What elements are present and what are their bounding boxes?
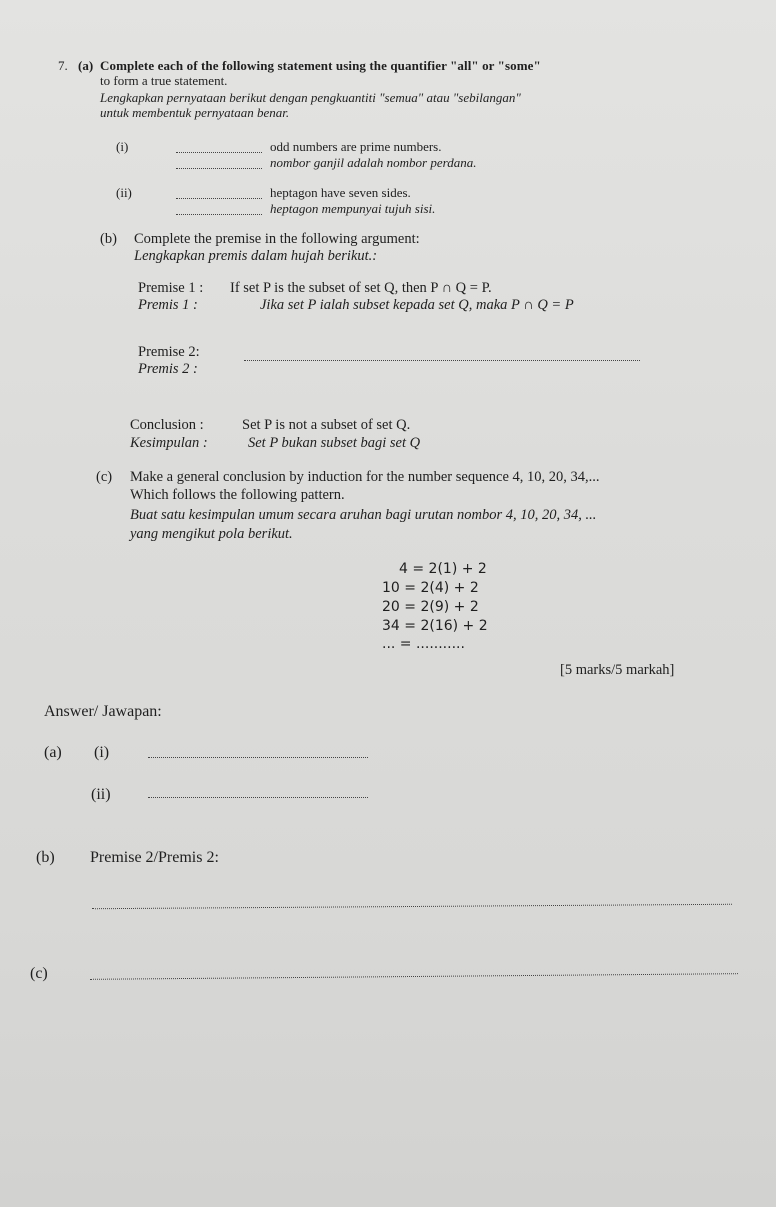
answer-b-label: (b)	[36, 849, 55, 866]
conclusion-text-en: Set P is not a subset of set Q.	[242, 417, 411, 433]
answer-a-ii-label: (ii)	[91, 786, 111, 803]
premise-1-text-en: If set P is the subset of set Q, then P ∩ Q = P.	[230, 280, 492, 296]
part-a-instruction-en-2: to form a true statement.	[100, 73, 228, 88]
answer-a-i-line	[148, 757, 368, 758]
answer-heading: Answer/ Jawapan:	[44, 703, 162, 720]
premise-1-label-en: Premise 1 :	[138, 280, 204, 296]
premise-2-blank	[244, 360, 640, 361]
pattern-equation-4: 34 = 2(16) + 2	[382, 618, 488, 634]
part-c-label: (c)	[96, 469, 113, 485]
part-c-instruction-ms-2: yang mengikut pola berikut.	[130, 526, 293, 542]
part-a-ii-blank-ms	[176, 214, 262, 215]
pattern-equation-3: 20 = 2(9) + 2	[382, 599, 479, 615]
pattern-equation-5: ... = ...........	[382, 636, 465, 652]
question-number: 7.	[58, 58, 68, 73]
conclusion-label-ms: Kesimpulan :	[130, 435, 208, 451]
part-a-instruction-ms-1: Lengkapkan pernyataan berikut dengan pengkuantiti "semua" atau "sebilangan"	[100, 90, 521, 105]
part-c-instruction-en-1: Make a general conclusion by induction for the number sequence 4, 10, 20, 34,...	[130, 469, 600, 485]
part-b-label: (b)	[100, 231, 117, 247]
part-a-ii-statement-en: heptagon have seven sides.	[270, 185, 411, 200]
answer-a-i-label: (i)	[94, 744, 110, 761]
conclusion-label-en: Conclusion :	[130, 417, 204, 433]
part-a-i-statement-en: odd numbers are prime numbers.	[270, 139, 442, 154]
part-a-ii-statement-ms: heptagon mempunyai tujuh sisi.	[270, 201, 436, 216]
part-c-instruction-en-2: Which follows the following pattern.	[130, 487, 345, 503]
conclusion-text-ms: Set P bukan subset bagi set Q	[248, 435, 421, 451]
premise-2-label-ms: Premis 2 :	[138, 361, 198, 377]
pattern-equation-2: 10 = 2(4) + 2	[382, 580, 479, 596]
answer-c-line	[90, 973, 738, 980]
answer-b-line	[92, 904, 732, 909]
part-a-ii-blank	[176, 198, 262, 199]
part-a-i-blank	[176, 152, 262, 153]
part-c-instruction-ms-1: Buat satu kesimpulan umum secara aruhan bagi urutan nombor 4, 10, 20, 34, ...	[130, 507, 597, 523]
part-a-i-label: (i)	[116, 139, 129, 154]
part-a-label: (a)	[78, 58, 94, 73]
part-a-instruction-ms-2: untuk membentuk pernyataan benar.	[100, 105, 290, 120]
premise-1-text-ms: Jika set P ialah subset kepada set Q, maka P ∩ Q = P	[260, 297, 574, 313]
answer-a-label: (a)	[44, 744, 62, 761]
part-a-instruction-en-1: Complete each of the following statement using the quantifier "all" or "some"	[100, 58, 541, 73]
answer-c-label: (c)	[30, 965, 48, 982]
marks-label: [5 marks/5 markah]	[560, 662, 675, 678]
answer-b-text: Premise 2/Premis 2:	[90, 849, 219, 866]
part-b-instruction-en: Complete the premise in the following argument:	[134, 231, 420, 247]
part-b-instruction-ms: Lengkapkan premis dalam hujah berikut.:	[134, 248, 378, 264]
answer-a-ii-line	[148, 797, 368, 798]
pattern-equation-1: 4 = 2(1) + 2	[399, 561, 487, 577]
part-a-i-statement-ms: nombor ganjil adalah nombor perdana.	[270, 155, 477, 170]
part-a-i-blank-ms	[176, 168, 262, 169]
premise-2-label-en: Premise 2:	[138, 344, 200, 360]
part-a-ii-label: (ii)	[116, 185, 132, 200]
premise-1-label-ms: Premis 1 :	[138, 297, 198, 313]
